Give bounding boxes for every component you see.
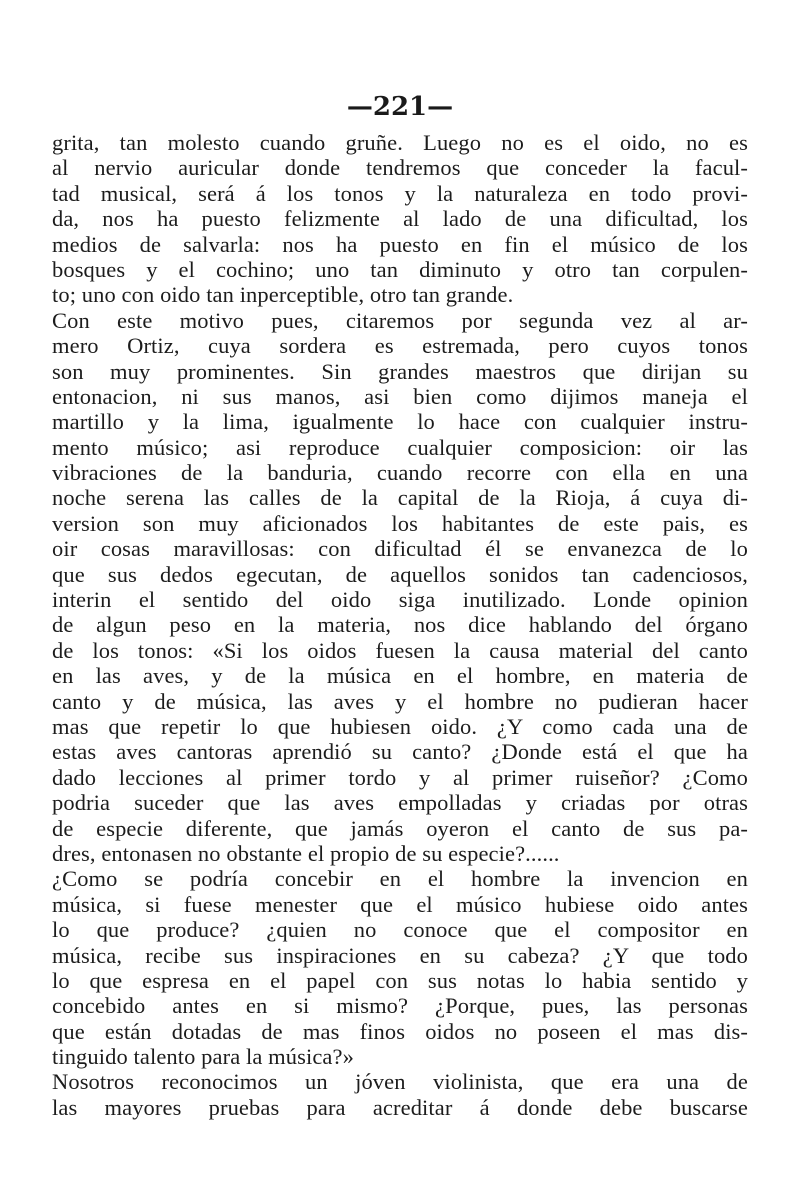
text-line: música, recibe sus inspiraciones en su cabeza? ¿Y que todo: [52, 942, 748, 968]
text-line: de algun peso en la materia, nos dice hablando del órgano: [52, 612, 748, 638]
text-line: ¿Como se podría concebir en el hombre la invencion en: [52, 866, 748, 892]
text-line: grita, tan molesto cuando gruñe. Luego no es el oido, no es: [52, 130, 748, 155]
text-line: oir cosas maravillosas: con dificultad él se envanezca de lo: [52, 536, 748, 562]
text-line: mero Ortiz, cuya sordera es estremada, pero cuyos tonos: [52, 333, 748, 359]
text-line: noche serena las calles de la capital de la Rioja, á cuya di-: [52, 485, 748, 511]
text-line: de especie diferente, que jamás oyeron el canto de sus pa-: [52, 815, 748, 841]
text-line: Con este motivo pues, citaremos por segunda vez al ar-: [52, 307, 748, 333]
text-line: que están dotadas de mas finos oidos no poseen el mas dis-: [52, 1018, 748, 1044]
text-line: bosques y el cochino; uno tan diminuto y otro tan corpulen-: [52, 256, 748, 282]
text-line: son muy prominentes. Sin grandes maestros que dirijan su: [52, 358, 748, 384]
text-line: podria suceder que las aves empolladas y criadas por otras: [52, 790, 748, 816]
text-line: dado lecciones al primer tordo y al primer ruiseñor? ¿Como: [52, 764, 748, 790]
text-line: to; uno con oido tan inperceptible, otro tan grande.: [52, 282, 514, 308]
text-line: tinguido talento para la música?»: [52, 1044, 354, 1070]
text-line: mas que repetir lo que hubiesen oido. ¿Y como cada una de: [52, 713, 748, 739]
text-line: mento músico; asi reproduce cualquier composicion: oir las: [52, 434, 748, 460]
text-line: que sus dedos egecutan, de aquellos sonidos tan cadenciosos,: [52, 561, 748, 587]
text-line: entonacion, ni sus manos, asi bien como dijimos maneja el: [52, 383, 748, 409]
text-line: las mayores pruebas para acreditar á donde debe buscarse: [52, 1094, 748, 1120]
text-line: Nosotros reconocimos un jóven violinista, que era una de: [52, 1069, 748, 1095]
text-line: tad musical, será á los tonos y la naturaleza en todo provi-: [52, 180, 748, 206]
text-line: da, nos ha puesto felizmente al lado de una dificultad, los: [52, 206, 748, 232]
text-line: de los tonos: «Si los oidos fuesen la causa material del canto: [52, 637, 748, 663]
text-line: concebido antes en si mismo? ¿Porque, pues, las personas: [52, 993, 748, 1019]
text-line: martillo y la lima, igualmente lo hace con cualquier instru-: [52, 409, 748, 435]
text-line: al nervio auricular donde tendremos que conceder la facul-: [52, 155, 748, 181]
text-line: medios de salvarla: nos ha puesto en fin el músico de los: [52, 231, 748, 257]
page-number: —221—: [346, 92, 454, 122]
text-line: estas aves cantoras aprendió su canto? ¿Donde está el que ha: [52, 739, 748, 765]
text-line: lo que produce? ¿quien no conoce que el compositor en: [52, 917, 748, 943]
text-line: vibraciones de la banduria, cuando recorre con ella en una: [52, 460, 748, 486]
text-line: canto y de música, las aves y el hombre no pudieran hacer: [52, 688, 748, 714]
body-text: [52, 130, 748, 1120]
text-line: dres, entonasen no obstante el propio de su especie?......: [52, 840, 560, 866]
text-line: en las aves, y de la música en el hombre, en materia de: [52, 663, 748, 689]
text-line: lo que espresa en el papel con sus notas lo habia sentido y: [52, 967, 748, 993]
text-line: música, si fuese menester que el músico hubiese oido antes: [52, 891, 748, 917]
text-line: interin el sentido del oido siga inutilizado. Londe opinion: [52, 587, 748, 613]
text-line: version son muy aficionados los habitantes de este pais, es: [52, 510, 748, 536]
